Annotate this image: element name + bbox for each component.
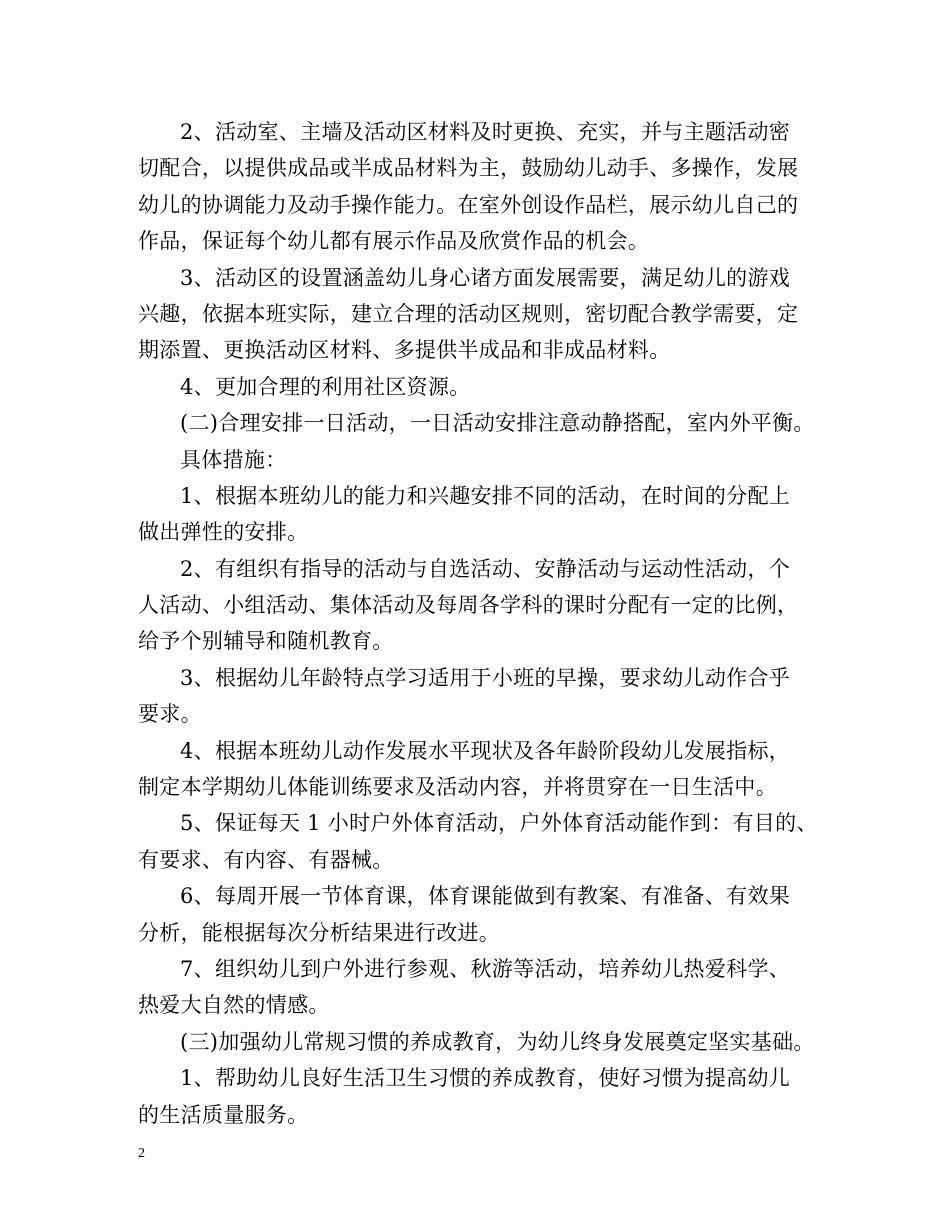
text-line: 给予个别辅导和随机教育。 [138, 629, 394, 654]
text-line: 有要求、有内容、有器械。 [138, 847, 394, 872]
text-line: 幼儿的协调能力及动手操作能力。在室外创设作品栏，展示幼儿自己的 [138, 192, 799, 217]
text-line: 1、帮助幼儿良好生活卫生习惯的养成教育，使好习惯为提高幼儿 [180, 1066, 791, 1091]
text-line: 2、活动室、主墙及活动区材料及时更换、充实，并与主题活动密 [180, 120, 791, 144]
text-line: 人活动、小组活动、集体活动及每周各学科的课时分配有一定的比例， [138, 593, 799, 618]
text-line: 具体措施： [180, 447, 287, 472]
text-line: 热爱大自然的情感。 [138, 993, 330, 1018]
text-line: 1、根据本班幼儿的能力和兴趣安排不同的活动，在时间的分配上 [180, 483, 791, 508]
text-line: 3、活动区的设置涵盖幼儿身心诸方面发展需要，满足幼儿的游戏 [180, 265, 791, 290]
text-line: 的生活质量服务。 [138, 1102, 309, 1127]
text-line: 4、更加合理的利用社区资源。 [180, 374, 471, 399]
text-line: 制定本学期幼儿体能训练要求及活动内容，并将贯穿在一日生活中。 [138, 775, 777, 800]
text-line: 切配合，以提供成品或半成品材料为主，鼓励幼儿动手、多操作，发展 [138, 156, 799, 181]
text-line: 做出弹性的安排。 [138, 520, 309, 545]
text-line: 期添置、更换活动区材料、多提供半成品和非成品材料。 [138, 338, 671, 363]
text-line: 6、每周开展一节体育课，体育课能做到有教案、有准备、有效果 [180, 884, 791, 909]
text-line: 兴趣，依据本班实际，建立合理的活动区规则，密切配合教学需要，定 [138, 301, 799, 326]
text-line: 3、根据幼儿年龄特点学习适用于小班的早操，要求幼儿动作合乎 [180, 665, 791, 690]
text-line: 2、有组织有指导的活动与自选活动、安静活动与运动性活动，个 [180, 556, 791, 581]
text-line: 作品，保证每个幼儿都有展示作品及欣赏作品的机会。 [138, 229, 650, 254]
page-number: 2 [138, 1146, 145, 1161]
text-line: 要求。 [138, 702, 202, 727]
document-body [138, 114, 828, 1133]
text-line: 分析，能根据每次分析结果进行改进。 [138, 920, 501, 945]
text-line: 7、组织幼儿到户外进行参观、秋游等活动，培养幼儿热爱科学、 [180, 956, 791, 981]
text-line: 5、保证每天 1 小时户外体育活动，户外体育活动能作到：有目的、 [180, 811, 818, 836]
text-line: (二)合理安排一日活动，一日活动安排注意动静搭配，室内外平衡。 [180, 411, 815, 436]
text-line: (三)加强幼儿常规习惯的养成教育，为幼儿终身发展奠定坚实基础。 [180, 1029, 815, 1054]
text-line: 4、根据本班幼儿动作发展水平现状及各年龄阶段幼儿发展指标， [180, 738, 791, 763]
